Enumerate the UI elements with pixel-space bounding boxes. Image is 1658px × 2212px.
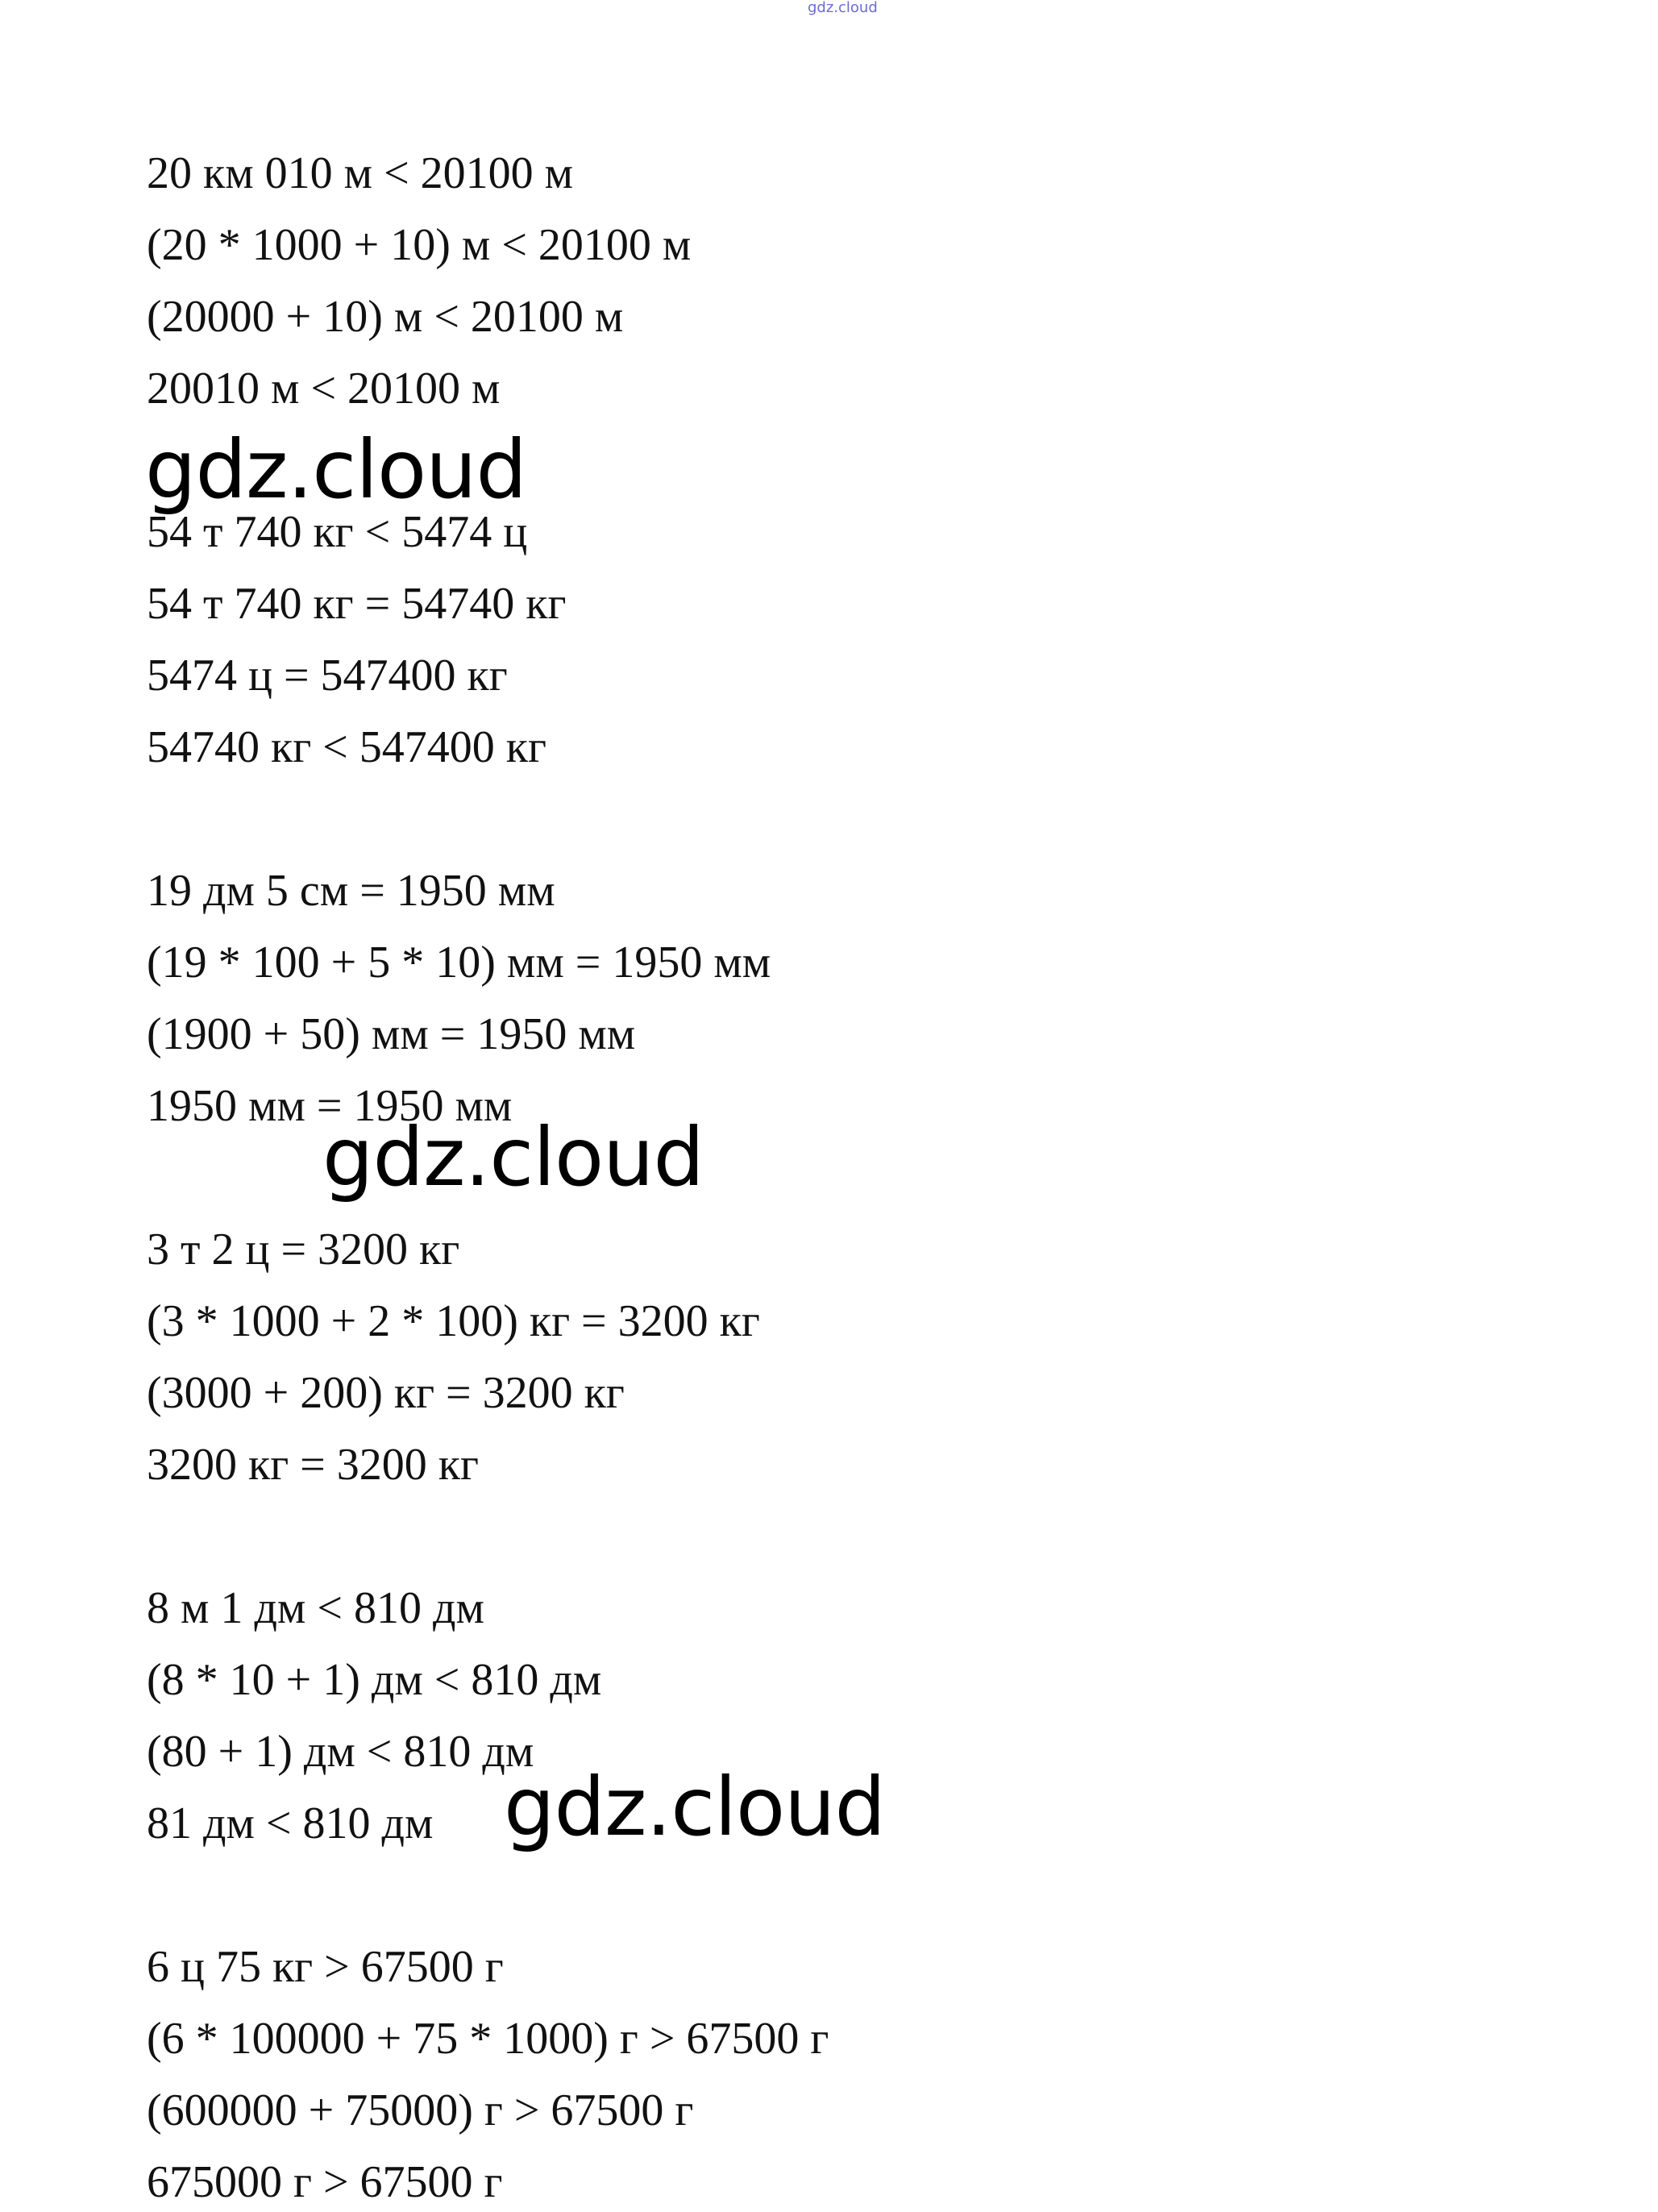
equation-line: 20 км 010 м < 20100 м <box>147 148 574 198</box>
equation-line: 8 м 1 дм < 810 дм <box>147 1583 484 1633</box>
equation-line: (8 * 10 + 1) дм < 810 дм <box>147 1655 602 1705</box>
equation-line: (20 * 1000 + 10) м < 20100 м <box>147 220 692 270</box>
equation-line: (20000 + 10) м < 20100 м <box>147 292 624 342</box>
watermark: gdz.cloud <box>322 1110 704 1204</box>
equation-line: 54740 кг < 547400 кг <box>147 722 546 772</box>
equation-line: (19 * 100 + 5 * 10) мм = 1950 мм <box>147 938 771 988</box>
equation-line: (6 * 100000 + 75 * 1000) г > 67500 г <box>147 2014 829 2064</box>
watermark: gdz.cloud <box>145 422 527 517</box>
equation-line: 675000 г > 67500 г <box>147 2157 503 2207</box>
equation-line: (3000 + 200) кг = 3200 кг <box>147 1368 625 1418</box>
equation-line: 5474 ц = 547400 кг <box>147 651 508 701</box>
equation-line: 6 ц 75 кг > 67500 г <box>147 1942 504 1992</box>
equation-line: (80 + 1) дм < 810 дм <box>147 1727 534 1777</box>
equation-line: (600000 + 75000) г > 67500 г <box>147 2085 694 2135</box>
equation-line: 3 т 2 ц = 3200 кг <box>147 1224 460 1274</box>
equation-line: 1950 мм = 1950 мм <box>147 1081 513 1131</box>
equation-line: 54 т 740 кг < 5474 ц <box>147 507 528 557</box>
equation-line: 81 дм < 810 дм <box>147 1798 434 1848</box>
equation-line: (1900 + 50) мм = 1950 мм <box>147 1009 636 1059</box>
equation-line: 3200 кг = 3200 кг <box>147 1440 479 1490</box>
equation-line: (3 * 1000 + 2 * 100) кг = 3200 кг <box>147 1296 760 1346</box>
equation-line: 20010 м < 20100 м <box>147 364 501 414</box>
watermark: gdz.cloud <box>504 1760 886 1854</box>
equation-line: 19 дм 5 см = 1950 мм <box>147 866 555 916</box>
equation-line: 54 т 740 кг = 54740 кг <box>147 579 567 629</box>
site-mark: gdz.cloud <box>808 0 878 16</box>
